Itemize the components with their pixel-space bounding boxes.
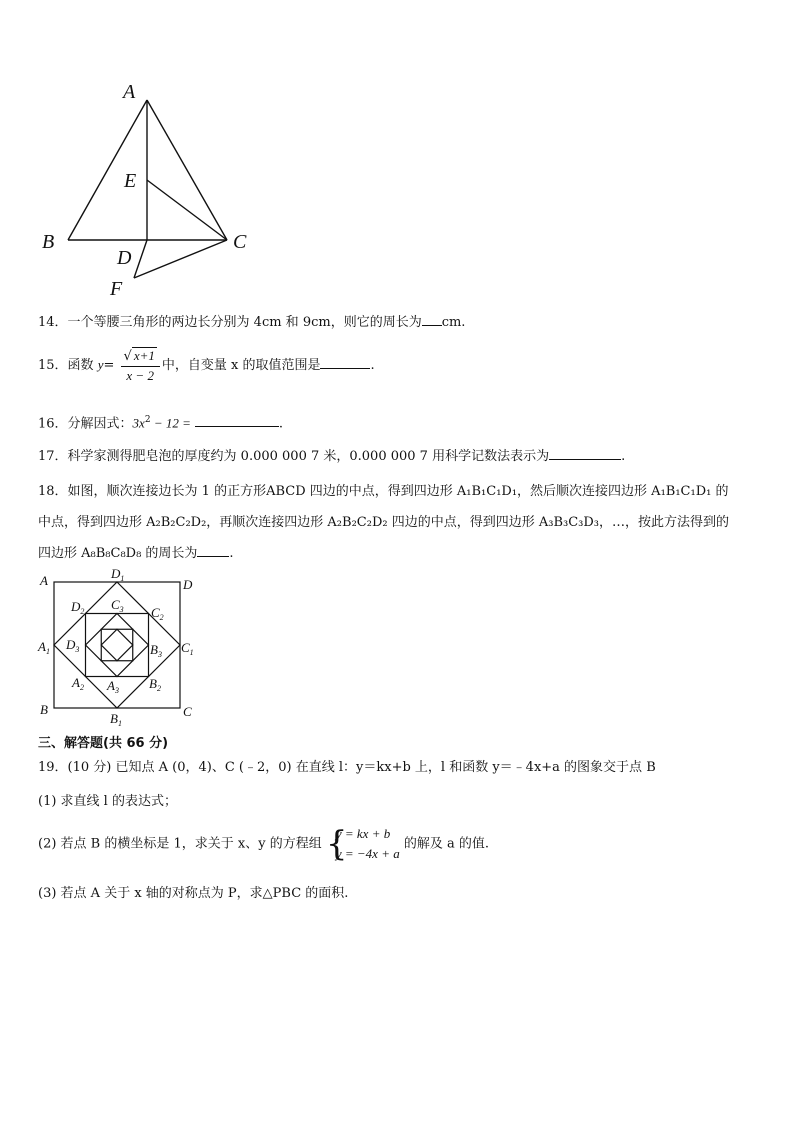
segment-ec [147, 180, 227, 240]
question-17 [38, 445, 625, 467]
question-19-part2-post: 的解及 a 的值. [403, 836, 490, 852]
nested-squares-figure [36, 566, 206, 730]
question-19-part1: (1) 求直线 l 的表达式； [38, 794, 177, 809]
square-4 [101, 629, 133, 661]
answer-blank[interactable] [197, 542, 229, 557]
label-f: F [110, 278, 123, 300]
expression-b: − 12 = [150, 415, 191, 431]
question-14 [38, 311, 465, 333]
label-b: B [42, 231, 55, 253]
square-a3b3c3d3 [86, 614, 149, 677]
brace-icon: { [325, 824, 348, 864]
question-16-pre: 16．分解因式： [38, 416, 133, 432]
answer-blank[interactable] [195, 412, 279, 427]
label-e: E [124, 170, 137, 192]
label-a2: $A_2$ [72, 675, 84, 692]
label-b: B [40, 702, 48, 717]
equation-1: y = kx + b [335, 826, 391, 841]
question-15-end: . [370, 358, 375, 373]
function-y: y [97, 357, 104, 372]
label-a: A [40, 573, 48, 588]
question-18-line3: 四边形 A₈B₈C₈D₈ 的周长为 [38, 546, 198, 561]
label-d1: $D_1$ [111, 566, 125, 583]
question-18-line2: 中点，得到四边形 A₂B₂C₂D₂，再顺次连接四边形 A₂B₂C₂D₂ 四边的中点，得到四边形 A₃B₃C₃D₃，…，按此方法得到的 [38, 515, 730, 530]
triangle-figure [40, 78, 260, 300]
square-5 [101, 629, 133, 661]
question-19-part3: (3) 若点 A 关于 x 轴的对称点为 P，求△PBC 的面积. [38, 886, 349, 901]
label-b3: $B_3$ [150, 642, 162, 659]
label-a: A [123, 81, 136, 103]
question-15-pre: 15．函数 [38, 358, 94, 373]
sqrt-symbol: √ [123, 348, 132, 364]
label-c: C [233, 231, 247, 253]
label-d2: $D_2$ [71, 599, 85, 616]
label-a3: $A_3$ [107, 678, 119, 695]
question-16-end: . [278, 416, 283, 432]
question-18-line1: 18．如图，顺次连接边长为 1 的正方形ABCD 四边的中点，得到四边形 A₁B₁C₁D₁，然后顺次连接四边形 A₁B₁C₁D₁ 的 [38, 484, 729, 499]
label-c3: $C_3$ [111, 597, 124, 614]
question-16 [38, 410, 283, 434]
answer-blank[interactable] [422, 311, 442, 326]
segment-fc [134, 240, 227, 278]
question-18-line3-wrap [38, 538, 729, 569]
denominator: x − 2 [126, 367, 154, 383]
numerator: x+1 [133, 347, 155, 363]
answer-blank[interactable] [549, 445, 621, 460]
question-19-part2 [38, 824, 489, 865]
question-19-intro: 19．(10 分) 已知点 A (0，4)、C (﹣2，0) 在直线 l：y＝kx+b 上，l 和函数 y＝﹣4x+a 的图象交于点 B [38, 760, 656, 775]
segment-ac [147, 100, 227, 240]
label-b2: $B_2$ [149, 676, 161, 693]
square-a2b2c2d2 [86, 614, 149, 677]
label-a1: $A_1$ [38, 639, 50, 656]
label-c: C [183, 704, 192, 719]
label-b1: $B_1$ [110, 711, 122, 728]
question-15-post: 中，自变量 x 的取值范围是 [161, 358, 321, 373]
label-c1: $C_1$ [181, 640, 194, 657]
answer-blank[interactable] [320, 354, 370, 369]
expression-a: 3x [132, 415, 145, 431]
question-19-part2-pre: (2) 若点 B 的横坐标是 1，求关于 x、y 的方程组 [38, 836, 322, 852]
equals-sign: = [103, 358, 115, 373]
question-17-end: . [621, 449, 626, 464]
fraction [121, 347, 160, 385]
label-d: D [183, 577, 193, 592]
question-18 [38, 476, 729, 569]
segment-df [134, 240, 147, 278]
question-14-tail: cm. [441, 315, 466, 330]
label-d: D [117, 247, 132, 269]
label-d3: $D_3$ [66, 637, 80, 654]
equation-system [326, 824, 400, 864]
question-18-end: . [229, 546, 234, 561]
question-15 [38, 345, 375, 386]
label-c2: $C_2$ [151, 605, 164, 622]
exponent: 2 [144, 415, 151, 425]
equation-2: y = −4x + a [335, 846, 400, 861]
question-17-text: 17．科学家测得肥皂泡的厚度约为 0.000 000 7 米，0.000 000 7 用科学记数法表示为 [38, 449, 550, 464]
section-heading: 三、解答题(共 66 分) [38, 736, 169, 751]
question-14-text: 14．一个等腰三角形的两边长分别为 4cm 和 9cm，则它的周长为 [38, 315, 422, 330]
